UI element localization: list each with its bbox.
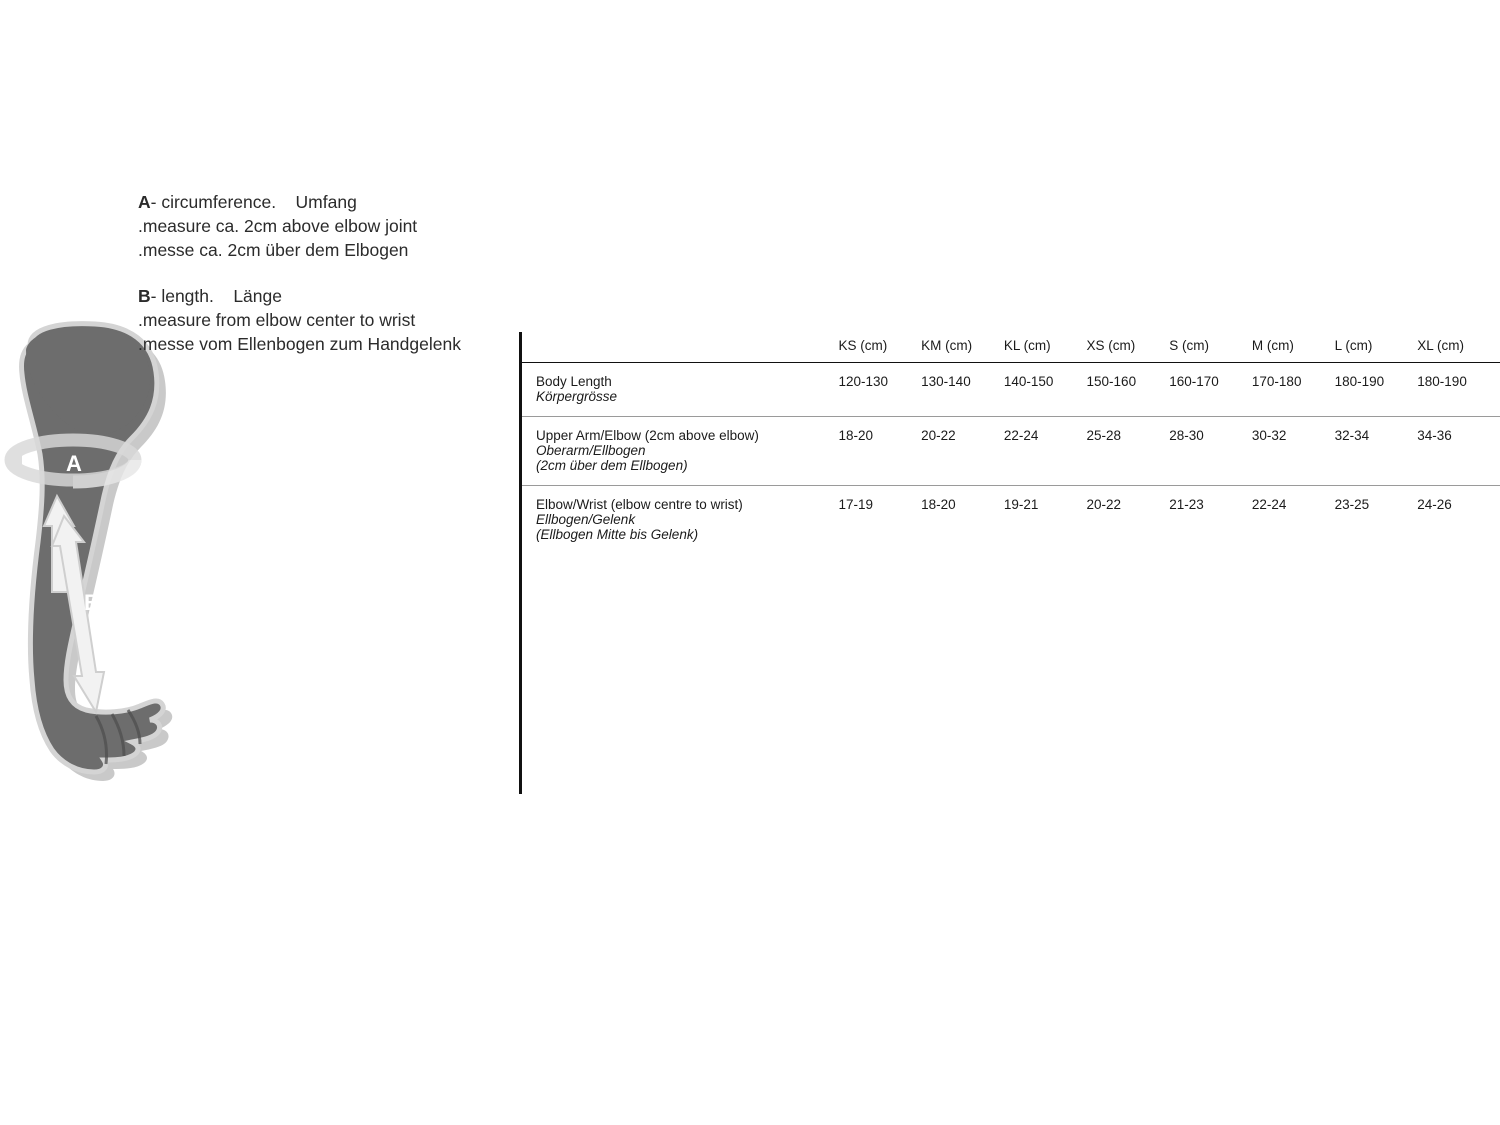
cell-value: 24-26 [1417, 497, 1452, 512]
size-table [522, 332, 1500, 554]
cell-value: 22-24 [1251, 497, 1287, 512]
row-label-en: Body Length [536, 374, 612, 389]
table-header-ks: KS (cm) [838, 332, 921, 363]
cell-value: 160-170 [1169, 363, 1252, 417]
cell-value: 130-140 [921, 363, 1004, 417]
row-label-de: Ellbogen/Gelenk [536, 512, 636, 527]
row-label-de: Oberarm/Ellbogen [536, 443, 646, 458]
table-header-row [522, 332, 1500, 363]
table-row [522, 363, 1500, 417]
cell-value: 19-21 [1003, 497, 1039, 512]
cell-value: 20-22 [921, 417, 1004, 486]
legend-a-key: A [138, 192, 151, 212]
cell-value: 25-28 [1087, 417, 1170, 486]
row-label-en: Elbow/Wrist (elbow centre to wrist) [536, 497, 743, 512]
cell-value: 170-180 [1252, 363, 1335, 417]
table-header-km: KM (cm) [921, 332, 1004, 363]
legend-a-title-en: - circumference. [150, 192, 277, 212]
legend-b-title-de: Länge [233, 286, 282, 306]
cell-value: 30-32 [1252, 417, 1335, 486]
cell-value: 18-20 [921, 497, 956, 512]
cell-value: 180-190 [1335, 363, 1418, 417]
legend-a-title-de: Umfang [295, 192, 357, 212]
cell-value: 17-19 [838, 497, 873, 512]
table-header-m: M (cm) [1252, 332, 1335, 363]
cell-value: 22-24 [1004, 417, 1087, 486]
table-row [522, 486, 1500, 555]
cell-value: 32-34 [1335, 417, 1418, 486]
table-header-s: S (cm) [1169, 332, 1252, 363]
table-header-measurement [522, 332, 838, 363]
arm-illustration [0, 320, 520, 820]
legend-b-heading [138, 284, 528, 308]
marker-b-label: B [84, 590, 100, 615]
cell-value: 23-25 [1334, 497, 1370, 512]
row-label-de-2: (2cm über dem Ellbogen) [536, 458, 688, 473]
legend [138, 190, 528, 378]
row-label-body-length [522, 363, 838, 417]
row-label-elbow-wrist [522, 486, 838, 555]
cell-value: 18-20 [838, 417, 921, 486]
marker-a-label: A [66, 451, 82, 476]
legend-a-line-1: .measure ca. 2cm above elbow joint [138, 216, 418, 236]
table-header-kl: KL (cm) [1004, 332, 1087, 363]
size-chart [519, 332, 1500, 794]
table-header-xs: XS (cm) [1087, 332, 1170, 363]
row-label-de-2: (Ellbogen Mitte bis Gelenk) [536, 527, 699, 542]
row-label-upper-arm-elbow [522, 417, 838, 486]
cell-value: 21-23 [1169, 497, 1204, 512]
cell-value: 150-160 [1087, 363, 1170, 417]
row-label-de: Körpergrösse [536, 389, 618, 404]
table-header-l: L (cm) [1335, 332, 1418, 363]
row-label-en: Upper Arm/Elbow (2cm above elbow) [536, 428, 759, 443]
cell-value: 34-36 [1417, 417, 1500, 486]
legend-a-line-2: .messe ca. 2cm über dem Elbogen [138, 240, 409, 260]
cell-value: 28-30 [1169, 417, 1252, 486]
table-row [522, 417, 1500, 486]
legend-group-a [138, 190, 528, 262]
cell-value: 20-22 [1086, 497, 1122, 512]
cell-value: 140-150 [1004, 363, 1087, 417]
legend-a-heading [138, 190, 528, 214]
arm-diagram-svg [0, 320, 520, 820]
legend-b-key: B [138, 286, 151, 306]
cell-value: 180-190 [1417, 363, 1500, 417]
cell-value: 120-130 [838, 363, 921, 417]
legend-group-b [138, 284, 528, 356]
table-header-xl: XL (cm) [1417, 332, 1500, 363]
legend-b-line-2: .messe vom Ellenbogen zum Handgelenk [138, 334, 461, 354]
legend-b-line-1: .measure from elbow center to wrist [138, 310, 416, 330]
legend-b-title-en: - length. [150, 286, 214, 306]
